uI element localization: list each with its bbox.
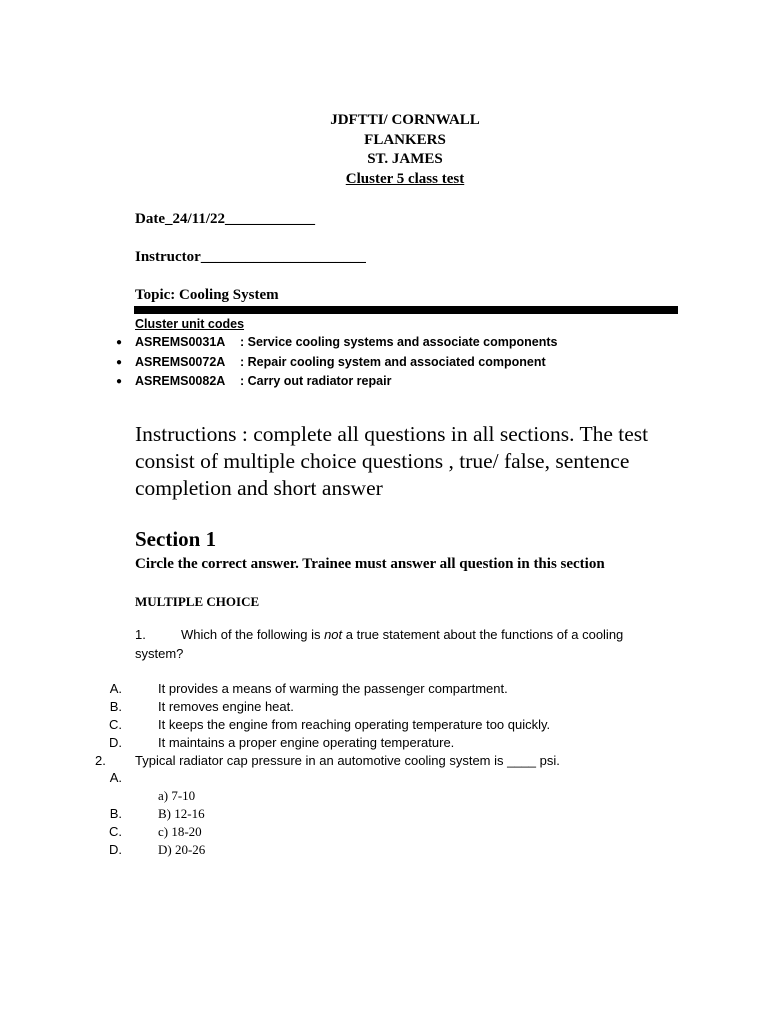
answer-option[interactable]: B) 12-16 (158, 806, 205, 821)
option-letter: C. (109, 717, 122, 732)
option-letter: B. (109, 699, 122, 714)
unit-code: ASREMS0082A (135, 374, 226, 388)
unit-description: : Carry out radiator repair (240, 374, 392, 388)
option-letter: D. (109, 735, 122, 750)
answer-option[interactable]: D) 20-26 (158, 842, 206, 857)
school-name: JDFTTI/ CORNWALL (330, 112, 480, 128)
option-letter: B. (109, 806, 122, 821)
question-number: 2. (95, 753, 106, 768)
bullet-icon: ● (116, 337, 123, 348)
test-title: Cluster 5 class test (345, 171, 465, 187)
question-type-label: MULTIPLE CHOICE (135, 594, 260, 609)
answer-option[interactable]: It keeps the engine from reaching operating temperature too quickly. (158, 717, 551, 732)
option-letter: A. (109, 681, 122, 696)
answer-option[interactable]: It removes engine heat. (158, 699, 294, 714)
instructions-text: Instructions : complete all questions in all sections. The test consist of multiple choice questions , true/ false, sentence completion and short answer (135, 422, 649, 500)
question-text: Typical radiator cap pressure in an automotive cooling system is ____ psi. (135, 753, 560, 768)
option-letter: A. (109, 770, 122, 785)
date-field: Date_24/11/22____________ (135, 211, 315, 227)
unit-code: ASREMS0031A (135, 335, 226, 349)
school-parish: ST. JAMES (367, 151, 443, 167)
question-text-part: a true statement about the functions of a cooling (342, 627, 624, 642)
unit-description: : Service cooling systems and associate components (240, 335, 558, 349)
answer-option[interactable]: a) 7-10 (158, 788, 196, 803)
bullet-icon: ● (116, 376, 123, 387)
unit-description: : Repair cooling system and associated component (240, 355, 546, 369)
question-text (181, 627, 623, 642)
cluster-units-title: Cluster unit codes (135, 317, 245, 331)
unit-code: ASREMS0072A (135, 355, 226, 369)
answer-option[interactable]: It maintains a proper engine operating temperature. (158, 735, 455, 750)
topic-heading: Topic: Cooling System (135, 287, 279, 303)
question-text-part: Which of the following is (181, 627, 325, 642)
option-letter: C. (109, 824, 122, 839)
bullet-icon: ● (116, 357, 123, 368)
instructor-field: Instructor______________________ (135, 249, 366, 265)
answer-option[interactable]: It provides a means of warming the passenger compartment. (158, 681, 508, 696)
option-letter: D. (109, 842, 122, 857)
question-number: 1. (135, 627, 146, 642)
topic-divider (134, 306, 678, 314)
section-title: Section 1 (135, 527, 217, 551)
question-emphasis: not (324, 627, 343, 642)
answer-option[interactable]: c) 18-20 (158, 824, 202, 839)
question-text-continued: system? (135, 646, 184, 661)
section-subtitle: Circle the correct answer. Trainee must answer all question in this section (135, 556, 605, 572)
test-title-wrap (0, 171, 768, 188)
school-location: FLANKERS (364, 132, 446, 148)
